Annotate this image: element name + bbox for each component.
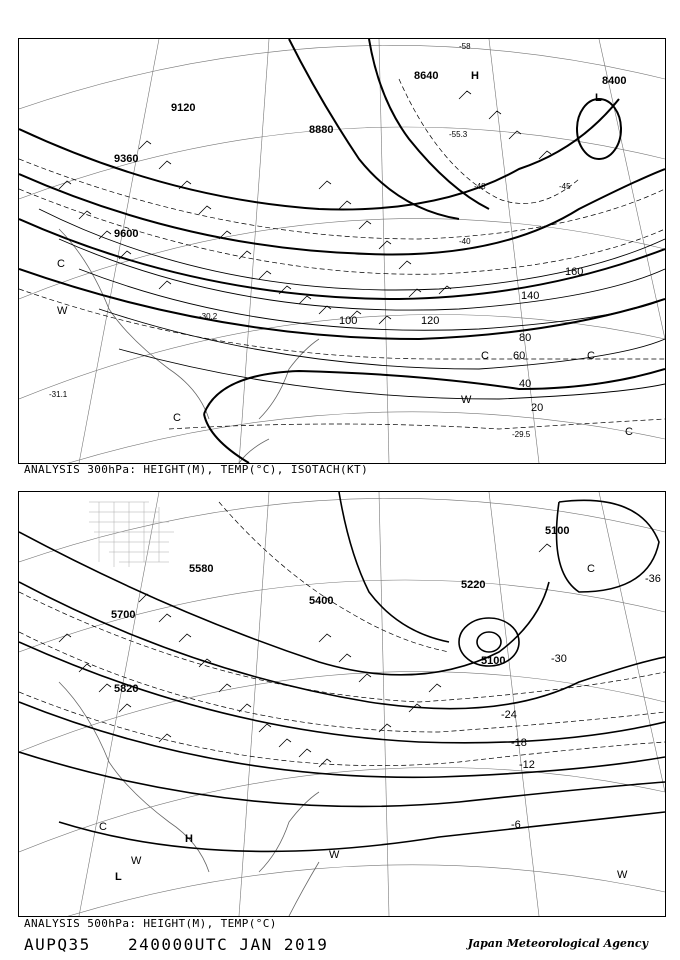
map-500hpa-canvas xyxy=(19,492,665,916)
isotach-label: 160 xyxy=(565,266,584,278)
height-label: 5100 xyxy=(481,655,506,667)
map-300hpa xyxy=(18,38,666,464)
height-label: 8880 xyxy=(309,124,334,136)
isotach-label: 40 xyxy=(519,378,532,390)
agency-name: Japan Meteorological Agency xyxy=(467,937,648,950)
map-500hpa xyxy=(18,491,666,917)
graticule xyxy=(19,492,665,916)
height-label: 5100 xyxy=(545,525,570,537)
height-label: 5580 xyxy=(189,563,214,575)
bulletin-code: AUPQ35 xyxy=(24,935,91,954)
height-label: 8640 xyxy=(414,70,439,82)
temp-label: -29.5 xyxy=(512,430,531,439)
temp-label: -31.1 xyxy=(49,390,68,399)
low-pressure-marker: L xyxy=(115,871,122,883)
height-label: 5400 xyxy=(309,595,334,607)
temp-contour-label: -18 xyxy=(511,737,527,749)
cold-marker: C xyxy=(625,426,633,438)
warm-marker: W xyxy=(617,869,628,881)
temp-label: -48 xyxy=(474,182,486,191)
height-label: 5700 xyxy=(111,609,136,621)
temp-contour-label: -12 xyxy=(519,759,535,771)
height-label: 9120 xyxy=(171,102,196,114)
isotach-label: 140 xyxy=(521,290,540,302)
isotach-label: 120 xyxy=(421,315,440,327)
temp-contour-label: -24 xyxy=(501,709,517,721)
temp-label: -55.3 xyxy=(449,130,468,139)
height-label: 9360 xyxy=(114,153,139,165)
isotach-label: 100 xyxy=(339,315,358,327)
height-contours xyxy=(19,39,665,463)
temp-label: -40 xyxy=(459,237,471,246)
isotach-label: 20 xyxy=(531,402,544,414)
cold-marker: C xyxy=(481,350,489,362)
warm-marker: W xyxy=(329,849,340,861)
graticule xyxy=(19,39,665,463)
map-300hpa-canvas xyxy=(19,39,665,463)
temp-contour-label: -36 xyxy=(645,573,661,585)
temp-label: -45 xyxy=(559,182,571,191)
cold-marker: C xyxy=(587,350,595,362)
temp-contour-label: -6 xyxy=(511,819,521,831)
wind-barbs xyxy=(59,544,551,767)
height-label: 8400 xyxy=(602,75,627,87)
valid-time: 240000UTC JAN 2019 xyxy=(128,935,329,954)
high-pressure-marker: H xyxy=(185,833,193,845)
shaded-area xyxy=(89,502,174,567)
cold-marker: C xyxy=(587,563,595,575)
cold-marker: C xyxy=(173,412,181,424)
cold-marker: C xyxy=(99,821,107,833)
height-label: 5220 xyxy=(461,579,486,591)
low-pressure-marker: L xyxy=(595,92,602,104)
bottom-chart-caption: ANALYSIS 500hPa: HEIGHT(M), TEMP(°C) xyxy=(24,917,277,930)
cold-marker: C xyxy=(57,258,65,270)
temp-contour-label: -30 xyxy=(551,653,567,665)
high-pressure-marker: H xyxy=(471,70,479,82)
height-label: 5820 xyxy=(114,683,139,695)
warm-marker: W xyxy=(57,305,68,317)
isotach-label: 80 xyxy=(519,332,532,344)
temp-label: -30.2 xyxy=(199,312,218,321)
warm-marker: W xyxy=(131,855,142,867)
height-label: 9600 xyxy=(114,228,139,240)
isotach-label: 60 xyxy=(513,350,526,362)
height-contours xyxy=(19,492,665,851)
temperature-lines xyxy=(19,502,665,766)
warm-marker: W xyxy=(461,394,472,406)
top-chart-caption: ANALYSIS 300hPa: HEIGHT(M), TEMP(°C), ISOTACH(KT) xyxy=(24,463,369,476)
coastlines xyxy=(59,682,319,916)
temp-label: -58 xyxy=(459,42,471,51)
